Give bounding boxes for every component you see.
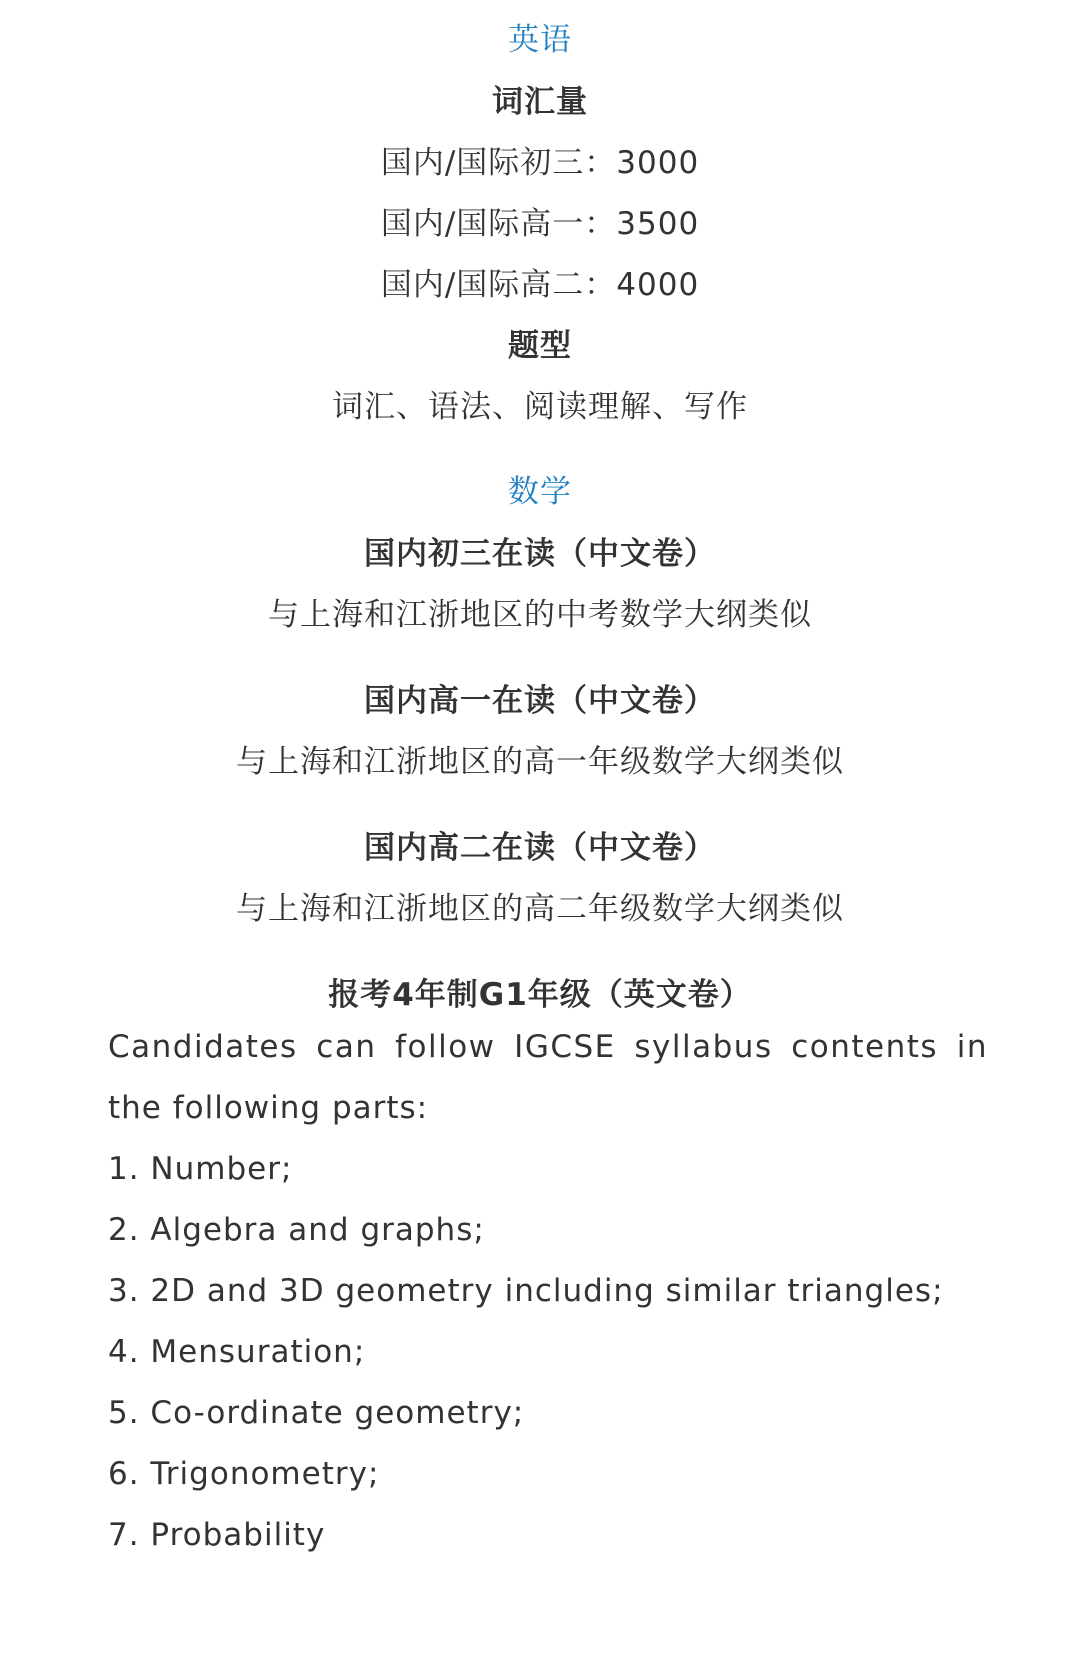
syllabus-item: 3. 2D and 3D geometry including similar triangles; — [108, 1273, 944, 1309]
math-heading: 数学 — [508, 474, 572, 510]
syllabus-item: 5. Co-ordinate geometry; — [108, 1395, 525, 1431]
vocab-title: 词汇量 — [492, 84, 588, 120]
syllabus-item: 6. Trigonometry; — [108, 1456, 380, 1492]
vocab-line-g10: 国内/国际高一：3500 — [380, 206, 700, 242]
types-title: 题型 — [508, 328, 572, 364]
english-heading: 英语 — [508, 22, 572, 58]
g1-title: 报考4年制G1年级（英文卷） — [328, 977, 752, 1013]
syllabus-item: 7. Probability — [108, 1517, 326, 1553]
syllabus-item: 4. Mensuration; — [108, 1334, 366, 1370]
types-line: 词汇、语法、阅读理解、写作 — [332, 389, 748, 425]
vocab-line-g11: 国内/国际高二：4000 — [380, 267, 700, 303]
math-section-title: 国内高二在读（中文卷） — [364, 830, 716, 866]
math-section-title: 国内初三在读（中文卷） — [364, 536, 716, 572]
math-section-desc: 与上海和江浙地区的高一年级数学大纲类似 — [236, 744, 844, 780]
math-section-desc: 与上海和江浙地区的中考数学大纲类似 — [268, 597, 812, 633]
syllabus-item: 2. Algebra and graphs; — [108, 1212, 485, 1248]
g1-intro-line: the following parts: — [108, 1090, 429, 1126]
g1-intro-line: Candidates can follow IGCSE syllabus contents in — [108, 1029, 988, 1065]
math-section-title: 国内高一在读（中文卷） — [364, 683, 716, 719]
syllabus-item: 1. Number; — [108, 1151, 293, 1187]
math-section-desc: 与上海和江浙地区的高二年级数学大纲类似 — [236, 891, 844, 927]
vocab-line-g9: 国内/国际初三：3000 — [380, 145, 700, 181]
